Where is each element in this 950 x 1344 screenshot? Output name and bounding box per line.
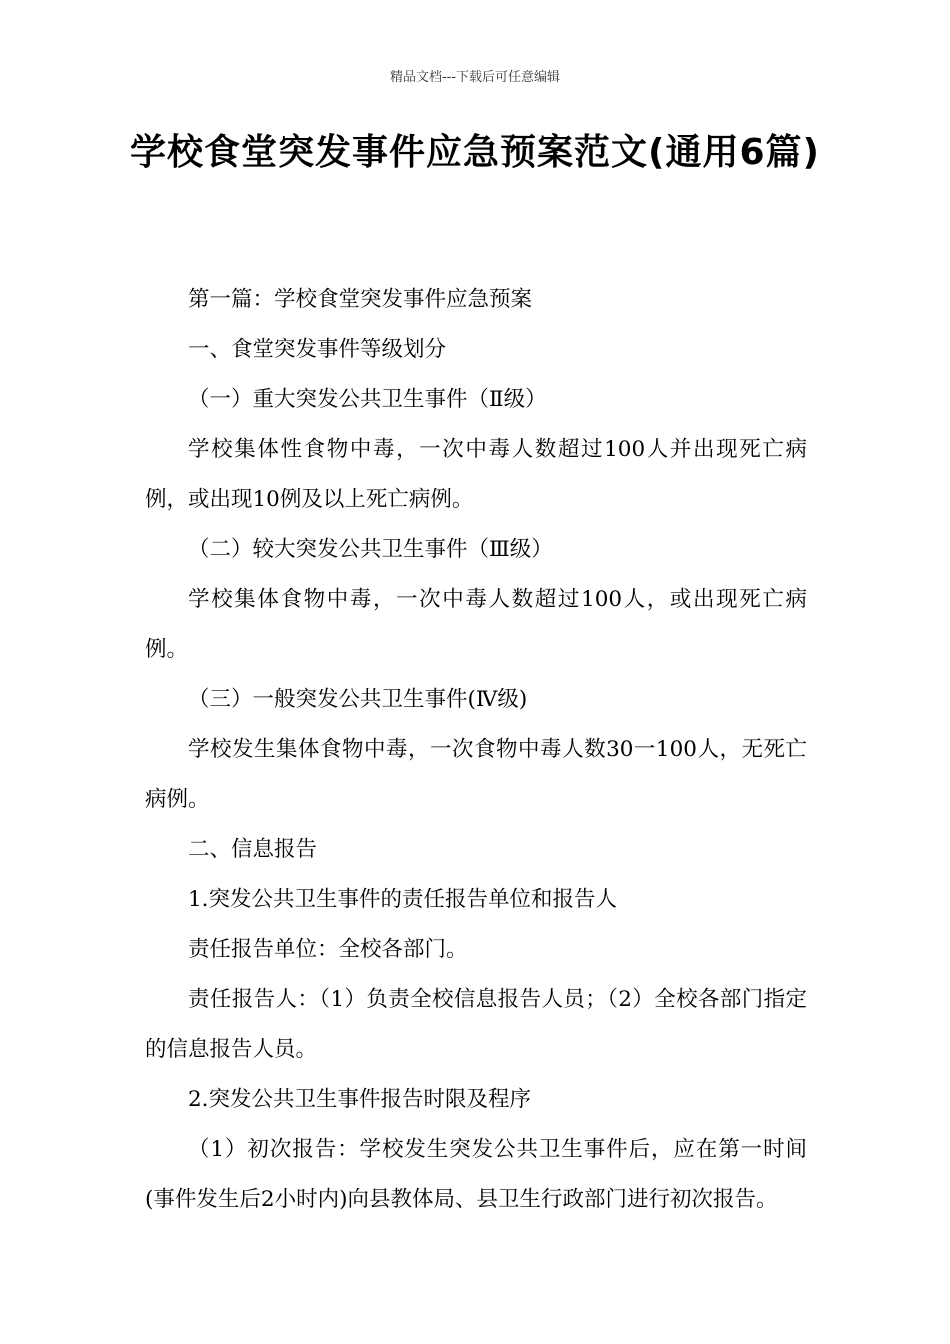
- paragraph: 学校集体食物中毒，一次中毒人数超过100人，或出现死亡病例。: [145, 587, 807, 662]
- paragraph: 责任报告单位：全校各部门。: [188, 937, 468, 962]
- chapter-heading: 一、食堂突发事件等级划分: [188, 337, 447, 362]
- paragraph: 2.突发公共卫生事件报告时限及程序: [188, 1087, 532, 1112]
- chapter-heading: 二、信息报告: [188, 837, 318, 862]
- page-header-note: 精品文档---下载后可任意编辑: [389, 70, 561, 85]
- document-title: 学校食堂突发事件应急预案范文(通用6篇): [130, 132, 820, 173]
- paragraph: 学校发生集体食物中毒，一次食物中毒人数30一100人，无死亡病例。: [145, 737, 807, 812]
- subsection-heading: （二）较大突发公共卫生事件（Ⅲ级）: [188, 537, 553, 562]
- document-body: [145, 275, 807, 1225]
- paragraph: 1.突发公共卫生事件的责任报告单位和报告人: [188, 887, 618, 912]
- paragraph: （1）初次报告：学校发生突发公共卫生事件后，应在第一时间(事件发生后2小时内)向县教体局、县卫生行政部门进行初次报告。: [145, 1137, 807, 1212]
- paragraph: 责任报告人：（1）负责全校信息报告人员；（2）全校各部门指定的信息报告人员。: [145, 987, 807, 1062]
- subsection-heading: （一）重大突发公共卫生事件（Ⅱ级）: [188, 387, 547, 412]
- subsection-heading: （三）一般突发公共卫生事件(Ⅳ级): [188, 687, 528, 712]
- section-heading: 第一篇：学校食堂突发事件应急预案: [188, 287, 533, 312]
- paragraph: 学校集体性食物中毒，一次中毒人数超过100人并出现死亡病例，或出现10例及以上死亡病例。: [145, 437, 807, 512]
